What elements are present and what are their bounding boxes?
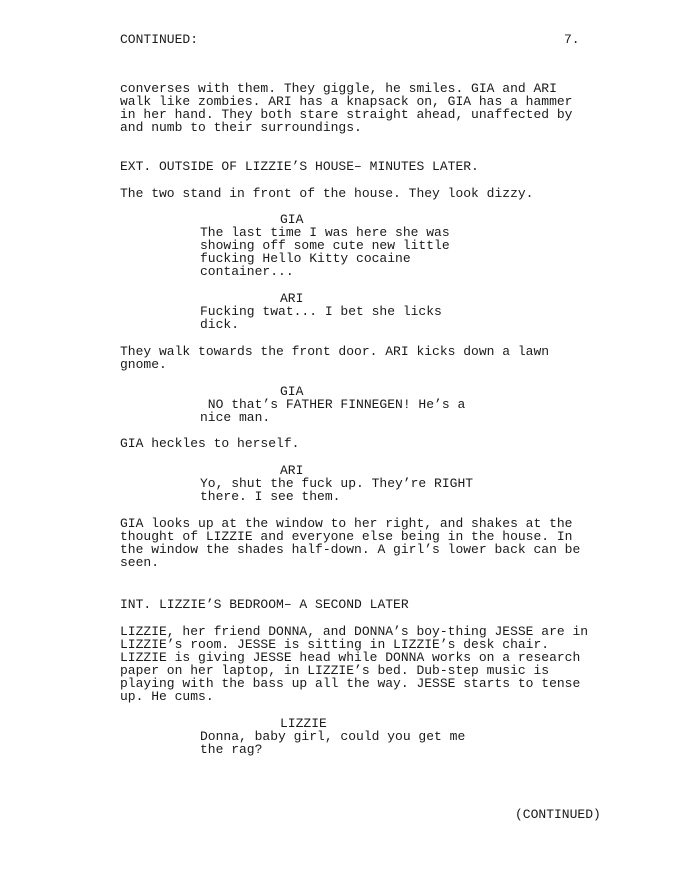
action-line: and numb to their surroundings. xyxy=(120,120,362,135)
character-cue: LIZZIE xyxy=(280,716,327,731)
dialogue-line: there. I see them. xyxy=(200,489,341,504)
action-line: gnome. xyxy=(120,357,167,372)
action-line: LIZZIE, her friend DONNA, and DONNA’s boy-thing JESSE are in xyxy=(120,624,589,639)
scene-heading: INT. LIZZIE’S BEDROOM– A SECOND LATER xyxy=(120,597,409,612)
action-line: LIZZIE is giving JESSE head while DONNA works on a research xyxy=(120,650,581,665)
action-line: the window the shades half-down. A girl’s lower back can be xyxy=(120,542,581,557)
dialogue-line: the rag? xyxy=(200,742,263,757)
action-line: They walk towards the front door. ARI kicks down a lawn xyxy=(120,344,550,359)
action-line: GIA looks up at the window to her right, and shakes at the xyxy=(120,516,573,531)
dialogue-line: The last time I was here she was xyxy=(200,225,450,240)
character-cue: ARI xyxy=(280,463,304,478)
action-line: paper on her laptop, in LIZZIE’s bed. Dub-step music is xyxy=(120,663,550,678)
character-cue: ARI xyxy=(280,291,304,306)
page-number: 7. xyxy=(564,32,580,47)
action-line: up. He cums. xyxy=(120,689,214,704)
action-line: walk like zombies. ARI has a knapsack on, GIA has a hammer xyxy=(120,94,573,109)
action-line: GIA heckles to herself. xyxy=(120,436,300,451)
action-line: The two stand in front of the house. They look dizzy. xyxy=(120,186,534,201)
dialogue-line: nice man. xyxy=(200,410,271,425)
dialogue-line: Yo, shut the fuck up. They’re RIGHT xyxy=(200,476,474,491)
action-line: playing with the bass up all the way. JESSE starts to tense xyxy=(120,676,581,691)
action-line: converses with them. They giggle, he smiles. GIA and ARI xyxy=(120,81,557,96)
dialogue-line: fucking Hello Kitty cocaine xyxy=(200,251,411,266)
header-continued: CONTINUED: xyxy=(120,32,199,47)
dialogue-line: showing off some cute new little xyxy=(200,238,450,253)
dialogue-line: container... xyxy=(200,264,294,279)
footer-continued: (CONTINUED) xyxy=(515,807,601,822)
character-cue: GIA xyxy=(280,384,304,399)
action-line: LIZZIE’s room. JESSE is sitting in LIZZIE’s desk chair. xyxy=(120,637,550,652)
action-line: thought of LIZZIE and everyone else being in the house. In xyxy=(120,529,573,544)
action-line: seen. xyxy=(120,555,160,570)
dialogue-line: Fucking twat... I bet she licks xyxy=(200,304,442,319)
character-cue: GIA xyxy=(280,212,304,227)
scene-heading: EXT. OUTSIDE OF LIZZIE’S HOUSE– MINUTES LATER. xyxy=(120,159,479,174)
action-line: in her hand. They both stare straight ahead, unaffected by xyxy=(120,107,573,122)
dialogue-line: NO that’s FATHER FINNEGEN! He’s a xyxy=(200,397,466,412)
dialogue-line: Donna, baby girl, could you get me xyxy=(200,729,466,744)
dialogue-line: dick. xyxy=(200,317,240,332)
